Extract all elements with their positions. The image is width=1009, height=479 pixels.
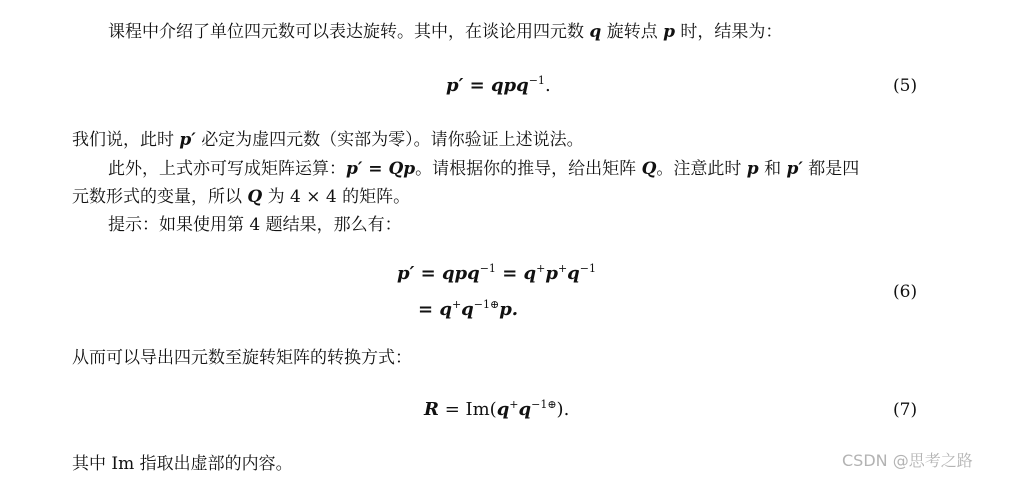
equation-6-line-1: $p' = qpq^{-1} = q^+p^+q^{-1}$ (397, 262, 596, 284)
equation-number-6: (6) (893, 282, 918, 302)
paragraph-im-definition: 其中 Im 指取出虚部的内容。 (72, 454, 293, 474)
paragraph-hint: 提示：如果使用第 4 题结果，那么有： (108, 215, 402, 235)
csdn-watermark: CSDN @思考之路 (842, 451, 973, 470)
paragraph-matrix-size: 元数形式的变量，所以 Q 为 4 × 4 的矩阵。 (72, 187, 411, 207)
equation-number-5: (5) (893, 76, 918, 96)
paragraph-matrix-form: 此外，上式亦可写成矩阵运算：p′ = Qp。请根据你的推导，给出矩阵 Q。注意此时 p 和 p′ 都是四 (108, 159, 860, 179)
equation-6-line-2: = $q^+q^{-1\oplus}p$. (418, 298, 519, 320)
paragraph-intro: 课程中介绍了单位四元数可以表达旋转。其中，在谈论用四元数 q 旋转点 p 时，结果为： (108, 22, 783, 42)
equation-number-7: (7) (893, 400, 918, 420)
paragraph-pure-quaternion: 我们说，此时 p′ 必定为虚四元数（实部为零）。请你验证上述说法。 (72, 130, 584, 150)
equation-7: $R = Im(q^+q^{-1\oplus})$. (424, 398, 570, 420)
paragraph-conversion: 从而可以导出四元数至旋转矩阵的转换方式： (72, 348, 412, 368)
equation-5: p′ = qpq$^{-1}$. (446, 74, 551, 96)
